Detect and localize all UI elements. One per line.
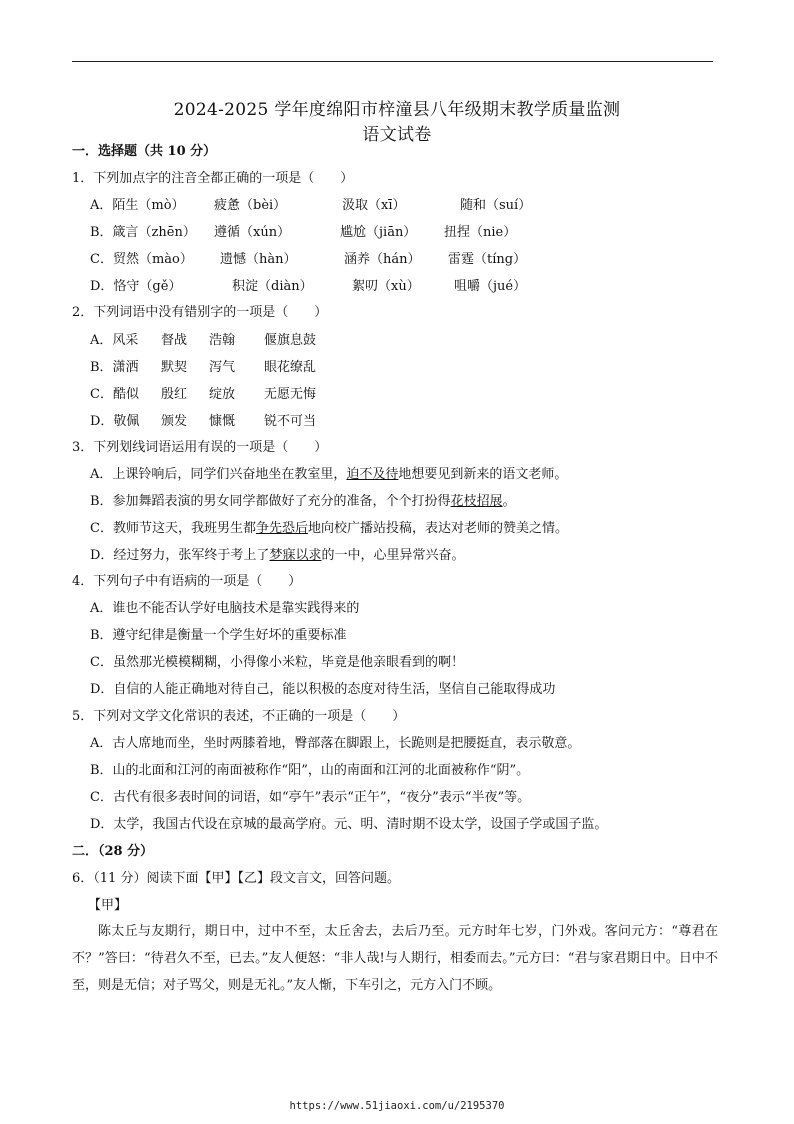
- q2-option-a-word: 督战: [161, 333, 188, 348]
- q3-option-d: D．经过努力，张军终于考上了梦寐以求的一中，心里异常兴奋。: [90, 548, 465, 563]
- q2-option-d-word: 锐不可当: [264, 414, 317, 429]
- q1-option-d: D．恪守（gě）: [90, 279, 182, 294]
- q1-option-a: A．陌生（mò）: [90, 198, 185, 213]
- q5-option-b: B．山的北面和江河的南面被称作“阳”，山的南面和江河的北面被称作“阴”。: [90, 763, 530, 778]
- q2-option-c-word: 绽放: [209, 387, 236, 402]
- section-heading-2: 二．（28 分）: [72, 844, 154, 859]
- q2-option-c: C．酷似: [90, 387, 139, 402]
- underlined-phrase: 争先恐后: [255, 521, 308, 536]
- q1-option-a-word: 疲惫（bèi）: [214, 198, 287, 213]
- q1-option-d-word: 絮叨（xù）: [352, 279, 420, 294]
- page-title: 2024-2025 学年度绵阳市梓潼县八年级期末教学质量监测: [173, 100, 621, 120]
- q3-option-a: A．上课铃响后，同学们兴奋地坐在教室里，迫不及待地想要见到新来的语文老师。: [90, 467, 568, 482]
- footer-url: https://www.51jiaoxi.com/u/2195370: [289, 1100, 505, 1112]
- q4-option-b: B．遵守纪律是衡量一个学生好坏的重要标准: [90, 628, 347, 643]
- q5-option-a: A．古人席地而坐，坐时两膝着地，臀部落在脚跟上，长跪则是把腰挺直，表示敬意。: [90, 736, 581, 751]
- q2-option-a: A．风采: [90, 333, 139, 348]
- q2-option-b-word: 眼花缭乱: [264, 360, 317, 375]
- q1-option-b: B．箴言（zhēn）: [90, 225, 196, 240]
- question-3-stem: 3．下列划线词语运用有误的一项是（ ）: [72, 440, 328, 455]
- q1-option-a-word: 随和（suí）: [460, 198, 532, 213]
- q2-option-c-word: 无愿无悔: [264, 387, 317, 402]
- q1-option-c: C．贸然（mào）: [90, 252, 193, 267]
- underlined-phrase: 花枝招展: [450, 494, 503, 509]
- underlined-phrase: 梦寐以求: [269, 548, 322, 563]
- q1-option-d-word: 积淀（diàn）: [232, 279, 313, 294]
- q5-option-c: C．古代有很多表时间的词语，如“亭午”表示“正午”，“夜分”表示“半夜”等。: [90, 790, 531, 805]
- question-2-stem: 2．下列词语中没有错别字的一项是（ ）: [72, 305, 328, 320]
- question-1-stem: 1．下列加点字的注音全都正确的一项是（ ）: [72, 171, 354, 186]
- q2-option-a-word: 偃旗息鼓: [264, 333, 317, 348]
- q2-option-a-word: 浩翰: [209, 333, 236, 348]
- q2-option-d-word: 慷慨: [209, 414, 236, 429]
- q1-option-b-word: 扭捏（nie）: [444, 225, 517, 240]
- q3-option-c: C．教师节这天，我班男生都争先恐后地向校广播站投稿，表达对老师的赞美之情。: [90, 521, 568, 536]
- q1-option-b-word: 遵循（xún）: [214, 225, 291, 240]
- q1-option-c-word: 雷霆（tíng）: [448, 252, 527, 267]
- q2-option-d-word: 颁发: [161, 414, 188, 429]
- q1-option-c-word: 遗憾（hàn）: [220, 252, 297, 267]
- classical-passage: 陈太丘与友期行，期日中，过中不至，太丘舍去，去后乃至。元方时年七岁，门外戏。客问元方：“尊君在不？”答曰：“待君久不至，已去。”友人便怒：“非人哉!与人期行，相委而去。”元方曰：“君与家君期日中。日中不至，则是无信；对子骂父，则是无礼。”友人惭，下车引之，元方入门不顾。: [72, 924, 718, 993]
- q1-option-a-word: 汲取（xī）: [342, 198, 406, 213]
- question-6-stem: 6．（11 分）阅读下面【甲】【乙】段文言文，回答问题。: [72, 871, 400, 886]
- q1-option-c-word: 涵养（hán）: [344, 252, 421, 267]
- q1-option-b-word: 尴尬（jiān）: [340, 225, 417, 240]
- q4-option-d: D．自信的人能正确地对待自己，能以积极的态度对待生活，坚信自己能取得成功: [90, 682, 556, 697]
- passage-jia-label: 【甲】: [88, 898, 128, 913]
- q2-option-b-word: 默契: [161, 360, 188, 375]
- q2-option-d: D．敬佩: [90, 414, 140, 429]
- section-heading-1: 一．选择题（共 10 分）: [72, 144, 217, 159]
- question-4-stem: 4．下列句子中有语病的一项是（ ）: [72, 574, 302, 589]
- q5-option-d: D．太学，我国古代设在京城的最高学府。元、明、清时期不设太学，设国子学或国子监。: [90, 817, 608, 832]
- q2-option-c-word: 殷红: [161, 387, 188, 402]
- question-5-stem: 5．下列对文学文化常识的表述，不正确的一项是（ ）: [72, 709, 406, 724]
- q2-option-b-word: 泻气: [209, 360, 236, 375]
- q4-option-c: C．虽然那光模模糊糊，小得像小米粒，毕竟是他亲眼看到的啊！: [90, 655, 464, 670]
- q2-option-b: B．潇洒: [90, 360, 139, 375]
- q1-option-d-word: 咀嚼（jué）: [454, 279, 527, 294]
- header-rule: [72, 61, 713, 62]
- page-subtitle: 语文试卷: [362, 125, 432, 145]
- q4-option-a: A．谁也不能否认学好电脑技术是靠实践得来的: [90, 601, 360, 616]
- underlined-phrase: 迫不及待: [346, 467, 399, 482]
- q3-option-b: B．参加舞蹈表演的男女同学都做好了充分的准备，个个打扮得花枝招展。: [90, 494, 516, 509]
